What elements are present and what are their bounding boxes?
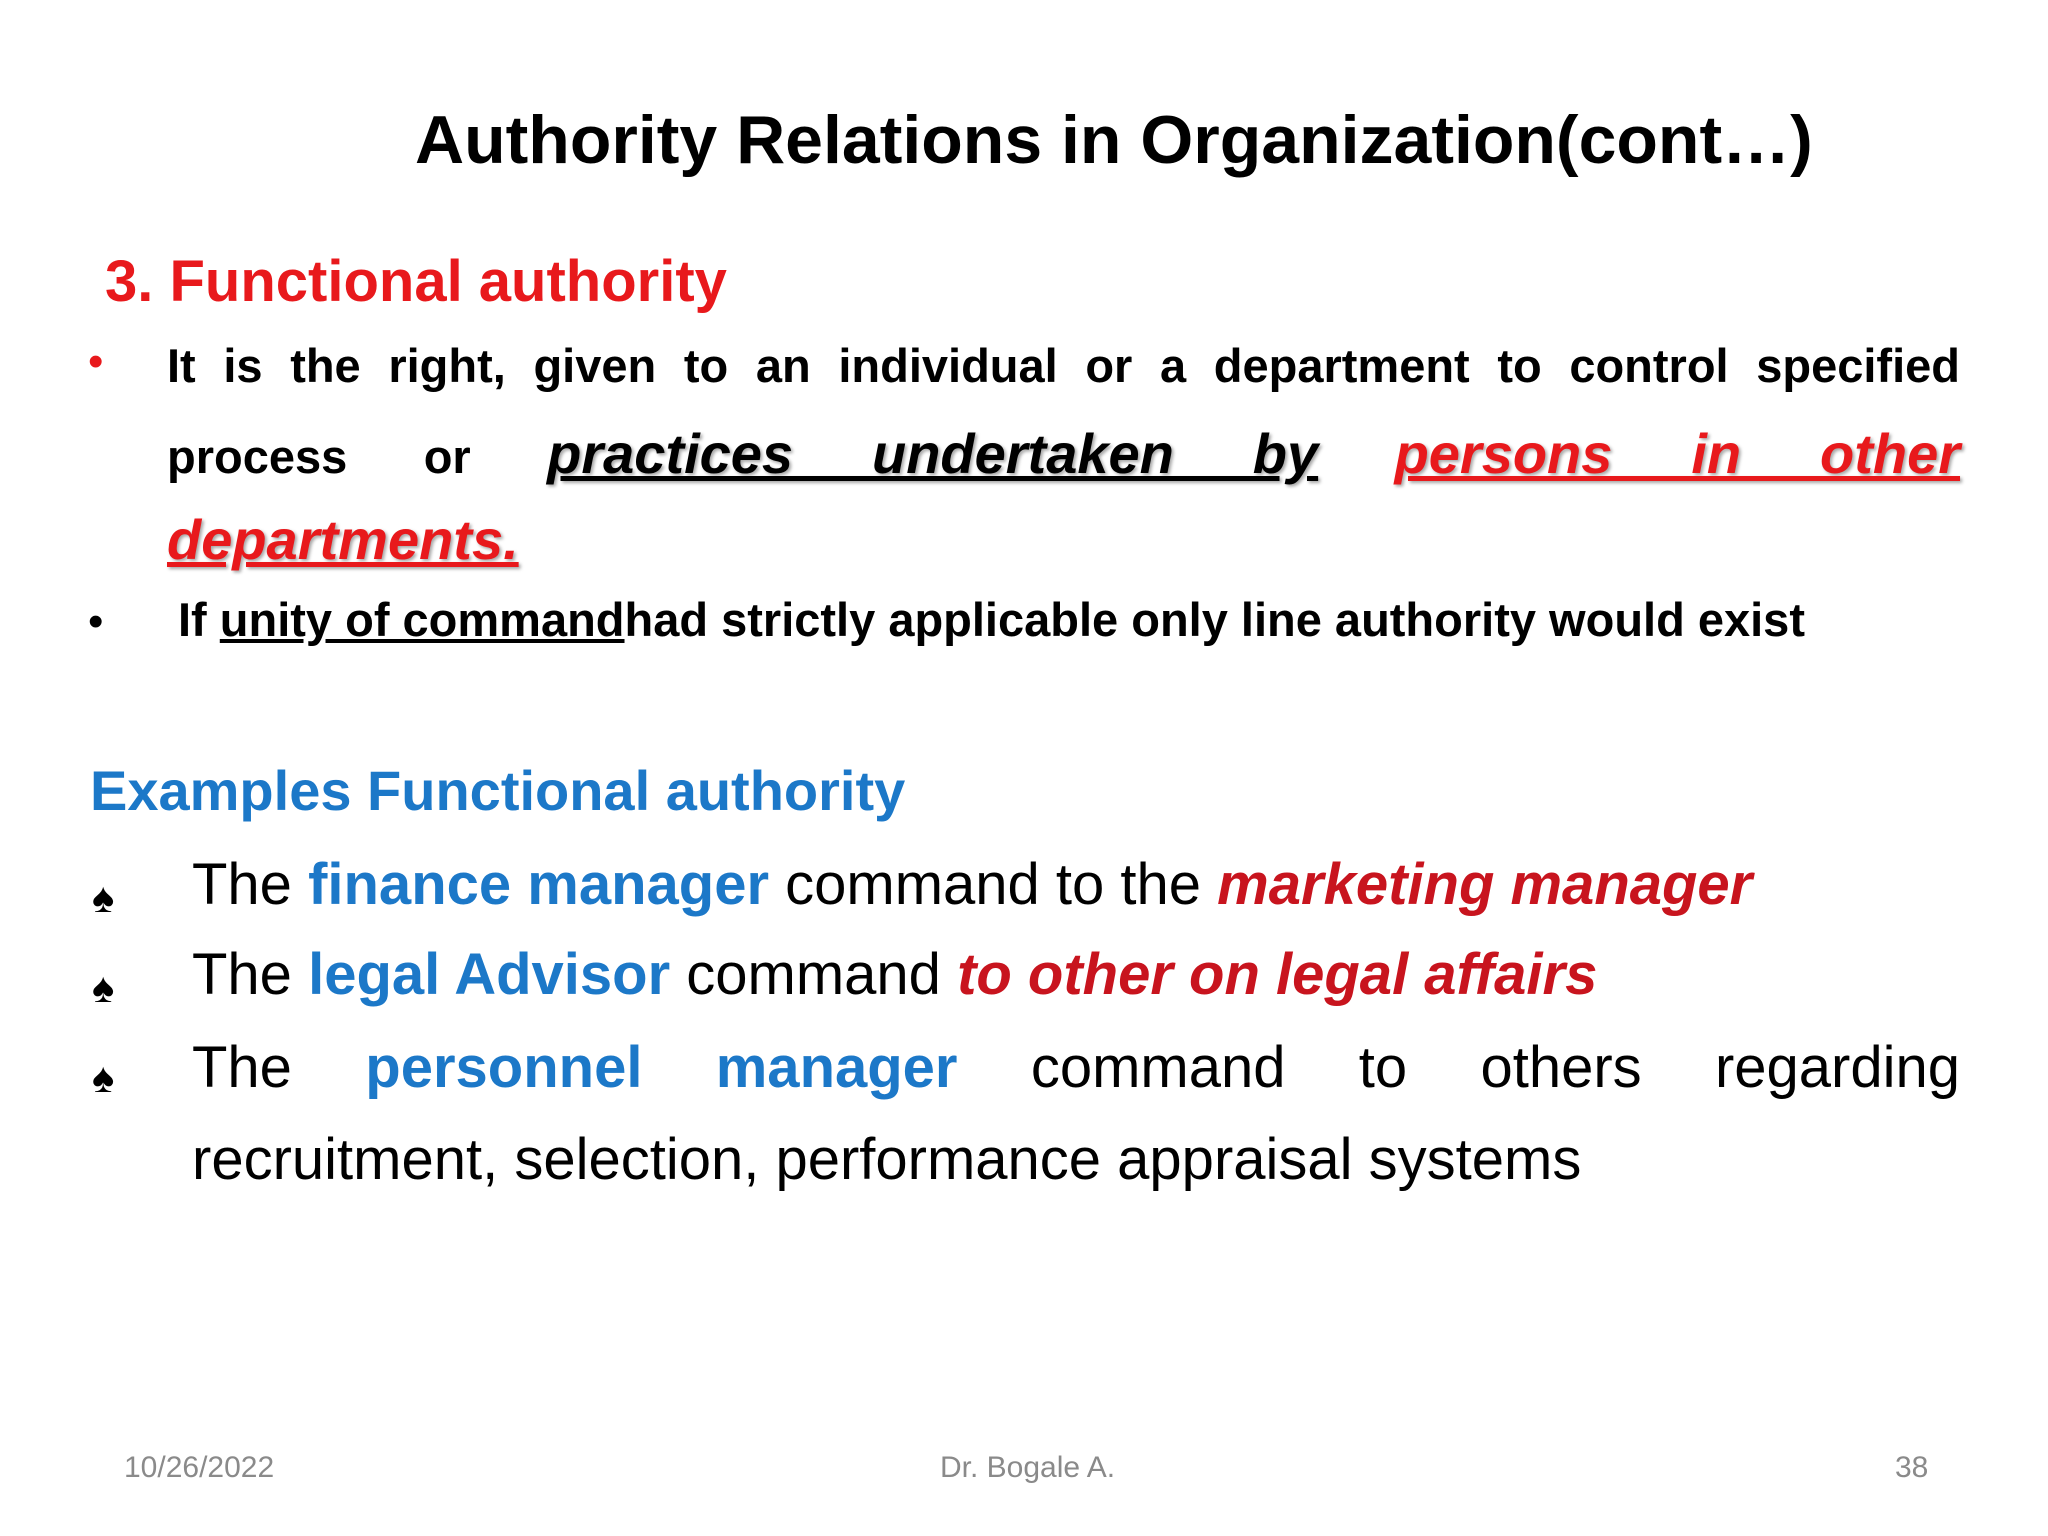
spade-icon: ♠ xyxy=(92,874,115,921)
example-mid: command to others regarding xyxy=(1030,1035,1961,1100)
example-target: marketing manager xyxy=(1217,852,1753,917)
footer-page-number: 38 xyxy=(1895,1451,1929,1484)
bullet-marker-1: • xyxy=(88,337,104,386)
definition-paragraph xyxy=(167,322,1960,501)
unity-of-command-paragraph xyxy=(178,585,1805,655)
example-role: finance manager xyxy=(308,852,770,917)
example-mid: command xyxy=(686,942,941,1007)
example-item-finance xyxy=(192,840,1752,930)
example-the: The xyxy=(192,852,292,917)
footer-date: 10/26/2022 xyxy=(124,1451,275,1484)
example-the: The xyxy=(192,1035,292,1100)
definition-emphasis-red: persons in other xyxy=(1394,422,1961,485)
example-mid: command to the xyxy=(785,852,1202,917)
section-heading: 3. Functional authority xyxy=(105,249,727,314)
definition-emphasis-black: practices undertaken by xyxy=(547,422,1319,485)
example-target: to other on legal affairs xyxy=(957,942,1598,1007)
example-item-legal xyxy=(192,930,1597,1020)
unity-rest: had strictly applicable only line authority would exist xyxy=(624,593,1805,646)
example-item-personnel xyxy=(192,1022,1960,1206)
spade-icon: ♠ xyxy=(92,1054,115,1101)
definition-text: It is the right, given to an individual or a department to control specified process or xyxy=(167,339,1960,483)
slide-title: Authority Relations in Organization(cont…) xyxy=(415,102,1813,178)
unity-prefix: If xyxy=(178,593,207,646)
definition-emphasis-end: departments. xyxy=(167,508,519,571)
example-personnel-line1 xyxy=(192,1022,1960,1114)
example-personnel-line2: recruitment, selection, performance appraisal systems xyxy=(192,1127,1582,1192)
example-role: personnel manager xyxy=(365,1035,958,1100)
footer-author: Dr. Bogale A. xyxy=(940,1451,1116,1484)
example-the: The xyxy=(192,942,292,1007)
example-role: legal Advisor xyxy=(308,942,671,1007)
spade-icon: ♠ xyxy=(92,964,115,1011)
unity-of-command-term: unity of command xyxy=(219,593,625,646)
examples-heading: Examples Functional authority xyxy=(90,759,906,822)
bullet-marker-2: • xyxy=(88,597,104,646)
